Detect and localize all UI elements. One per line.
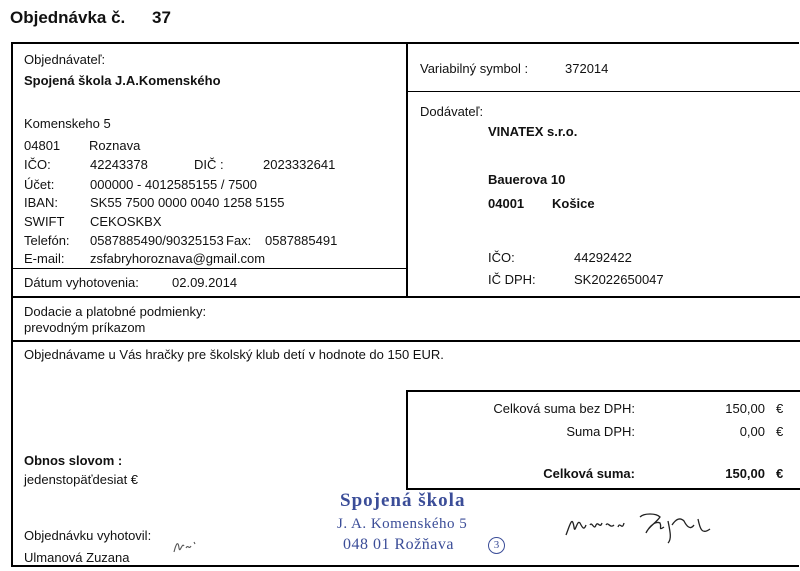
issuer-name: Ulmanová Zuzana xyxy=(24,550,130,565)
order-number: 37 xyxy=(152,8,171,27)
supplier-city: Košice xyxy=(552,196,595,211)
supplier-icdph: SK2022650047 xyxy=(574,272,664,287)
issuer-label: Objednávku vyhotovil: xyxy=(24,528,152,543)
stamp-line-3: 048 01 Rožňava xyxy=(343,536,454,553)
buyer-street: Komenskeho 5 xyxy=(24,116,111,131)
vat-value: 0,00 xyxy=(739,424,765,439)
stamp-line-2: J. A. Komenského 5 xyxy=(337,516,468,532)
signature xyxy=(560,505,730,545)
buyer-dic: 2023332641 xyxy=(263,157,336,172)
buyer-fax: 0587885491 xyxy=(265,233,338,248)
buyer-ico: 42243378 xyxy=(90,157,148,172)
title-label: Objednávka č. xyxy=(10,8,126,27)
buyer-ico-label: IČO: xyxy=(24,157,51,172)
supplier-zip: 04001 xyxy=(488,196,525,211)
variable-symbol-value: 372014 xyxy=(565,61,609,76)
buyer-name: Spojená škola J.A.Komenského xyxy=(24,73,221,88)
amount-words-label: Obnos slovom : xyxy=(24,453,123,468)
buyer-email-label: E-mail: xyxy=(24,251,65,266)
divider-vs xyxy=(406,91,800,92)
date-label: Dátum vyhotovenia: xyxy=(24,275,139,290)
supplier-ico: 44292422 xyxy=(574,250,632,265)
vat-currency: € xyxy=(776,424,784,439)
buyer-iban: SK55 7500 0000 0040 1258 5155 xyxy=(90,195,285,210)
stamp-number xyxy=(488,537,505,554)
supplier-icdph-label: IČ DPH: xyxy=(488,272,536,287)
net-total-value: 150,00 xyxy=(725,401,765,416)
net-total-currency: € xyxy=(776,401,784,416)
variable-symbol-label: Variabilný symbol : xyxy=(420,61,529,76)
buyer-email: zsfabryhoroznava@gmail.com xyxy=(90,251,266,266)
buyer-account-label: Účet: xyxy=(24,177,55,192)
terms-value: prevodným príkazom xyxy=(24,320,146,335)
divider-terms-top xyxy=(12,296,800,298)
order-text: Objednávame u Vás hračky pre školský klub detí v hodnote do 150 EUR. xyxy=(24,347,444,362)
grand-total-currency: € xyxy=(776,466,784,481)
vat-label: Suma DPH: xyxy=(566,424,635,439)
grand-total-value: 150,00 xyxy=(725,466,765,481)
supplier-name: VINATEX s.r.o. xyxy=(488,124,578,139)
initials-signature xyxy=(170,534,210,558)
date-value: 02.09.2014 xyxy=(172,275,238,290)
amount-words-value: jedenstopäťdesiat € xyxy=(24,472,139,487)
buyer-swift: CEKOSKBX xyxy=(90,214,162,229)
terms-label: Dodacie a platobné podmienky: xyxy=(24,304,207,319)
supplier-ico-label: IČO: xyxy=(488,250,515,265)
buyer-account: 000000 - 4012585155 / 7500 xyxy=(90,177,257,192)
divider-order-top xyxy=(12,340,800,342)
buyer-swift-label: SWIFT xyxy=(24,214,65,229)
divider-vertical-top xyxy=(406,44,408,297)
buyer-phone-label: Telefón: xyxy=(24,233,70,248)
buyer-iban-label: IBAN: xyxy=(24,195,58,210)
buyer-zip: 04801 xyxy=(24,138,61,153)
document-title xyxy=(10,8,171,28)
supplier-street: Bauerova 10 xyxy=(488,172,566,187)
buyer-city: Roznava xyxy=(89,138,141,153)
stamp-number-text: 3 xyxy=(493,539,500,551)
net-total-label: Celková suma bez DPH: xyxy=(493,401,635,416)
supplier-heading: Dodávateľ: xyxy=(420,104,484,119)
buyer-dic-label: DIČ : xyxy=(194,157,224,172)
stamp-line-1: Spojená škola xyxy=(340,490,466,511)
buyer-phone: 0587885490/90325153 xyxy=(90,233,224,248)
divider-date-top xyxy=(12,268,407,269)
buyer-heading: Objednávateľ: xyxy=(24,52,106,67)
buyer-fax-label: Fax: xyxy=(226,233,252,248)
grand-total-label: Celková suma: xyxy=(543,466,635,481)
